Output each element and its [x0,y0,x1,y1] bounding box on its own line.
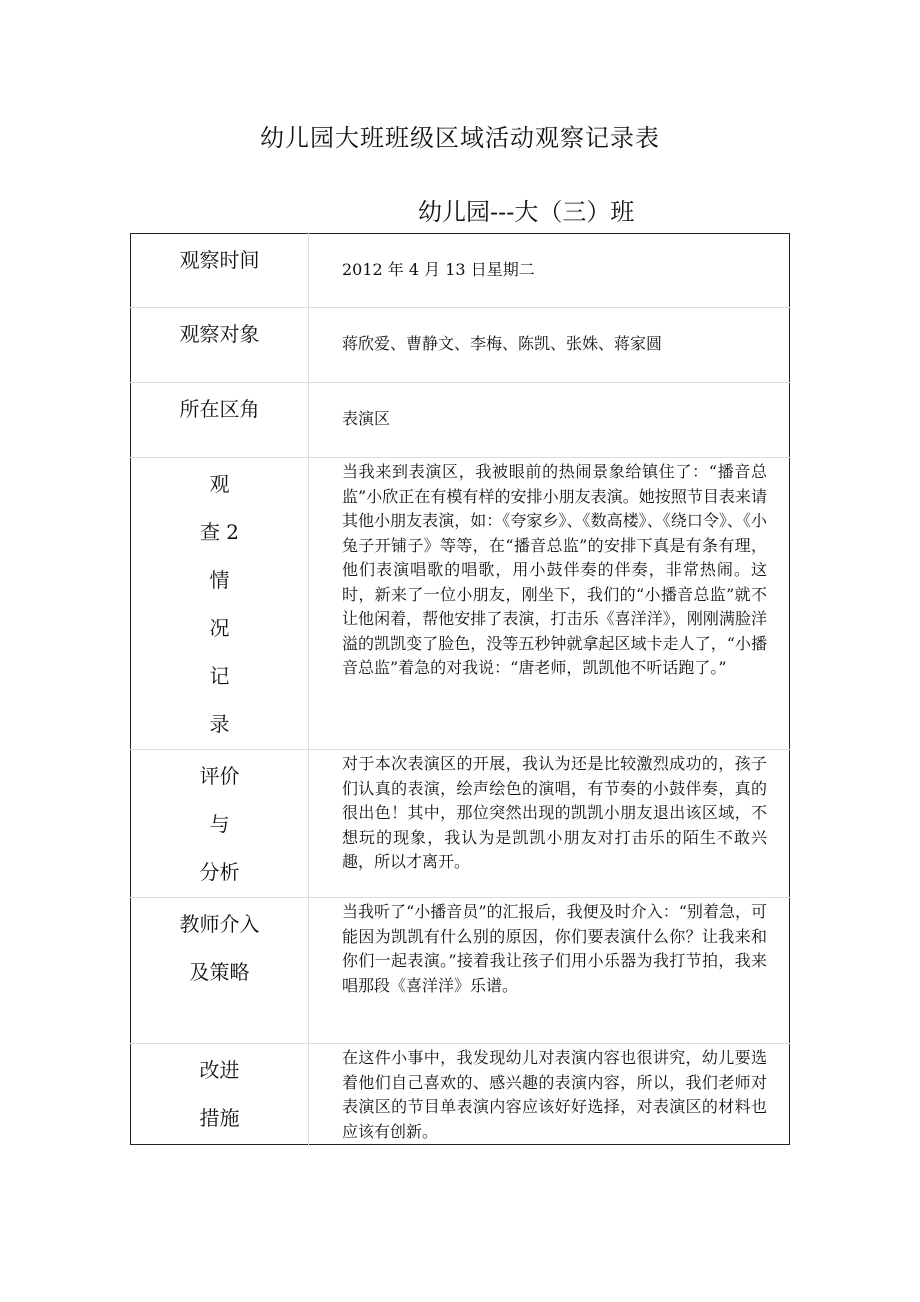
label-teacher-intervention [131,898,309,1044]
label-situation-record [131,458,309,750]
label-line: 观 [209,472,230,496]
label-line: 教师介入 [179,912,260,936]
label-area: 所在区角 [131,383,309,458]
label-line: 分析 [199,860,240,884]
row-observation-subjects [131,308,790,383]
label-line: 况 [209,616,230,640]
label-line: 改进 [199,1058,240,1082]
label-observation-time: 观察时间 [131,234,309,308]
label-improvement [131,1044,309,1145]
label-line: 录 [209,712,230,736]
value-situation-record: 当我来到表演区，我被眼前的热闹景象给镇住了：“播音总监”小欣正在有模有样的安排小朋友表演。她按照节目表来请其他小朋友表演，如：《夸家乡》、《数高楼》、《绕口令》、《小兔子开铺子》等等，在“播音总监”的安排下真是有条有理，他们表演唱歌的唱歌，用小鼓伴奏的伴奏，非常热闹。这时，新来了一位小朋友，刚坐下，我们的“小播音总监”就不让他闲着，帮他安排了表演，打击乐《喜洋洋》，刚刚满脸洋溢的凯凯变了脸色，没等五秒钟就拿起区域卡走人了，“小播音总监”着急的对我说：“唐老师，凯凯他不听话跑了。” [309,458,790,750]
row-improvement [131,1044,790,1145]
label-line: 情 [209,568,230,592]
value-observation-subjects: 蒋欣爱、曹静文、李梅、陈凯、张姝、蒋家圆 [309,308,790,383]
row-observation-time [131,234,790,308]
label-line: 措施 [199,1106,240,1130]
label-evaluation [131,750,309,898]
label-line: 查 2 [199,520,240,544]
label-observation-subjects: 观察对象 [131,308,309,383]
label-line: 评价 [199,764,240,788]
value-improvement: 在这件小事中，我发现幼儿对表演内容也很讲究，幼儿要选着他们自己喜欢的、感兴趣的表演内容，所以，我们老师对表演区的节目单表演内容应该好好选择，对表演区的材料也应该有创新。 [309,1044,790,1145]
value-teacher-intervention: 当我听了“小播音员”的汇报后，我便及时介入：“别着急，可能因为凯凯有什么别的原因，你们要表演什么你？让我来和你们一起表演。”接着我让孩子们用小乐器为我打节拍，我来唱那段《喜洋洋》乐谱。 [309,898,790,1044]
value-evaluation: 对于本次表演区的开展，我认为还是比较激烈成功的，孩子们认真的表演，绘声绘色的演唱，有节奏的小鼓伴奏，真的很出色！其中，那位突然出现的凯凯小朋友退出该区域，不想玩的现象，我认为是凯凯小朋友对打击乐的陌生不敢兴趣，所以才离开。 [309,750,790,898]
label-line: 记 [209,664,230,688]
row-area [131,383,790,458]
observation-record-table [130,233,790,1145]
row-teacher-intervention [131,898,790,1044]
value-observation-time: 2012 年 4 月 13 日星期二 [342,260,535,279]
document-title: 幼儿园大班班级区域活动观察记录表 [260,124,660,152]
value-area: 表演区 [309,383,790,458]
label-line: 及策略 [189,960,250,984]
class-subtitle: 幼儿园---大（三）班 [418,198,635,226]
row-evaluation [131,750,790,898]
label-line: 与 [209,812,230,836]
row-situation-record [131,458,790,750]
